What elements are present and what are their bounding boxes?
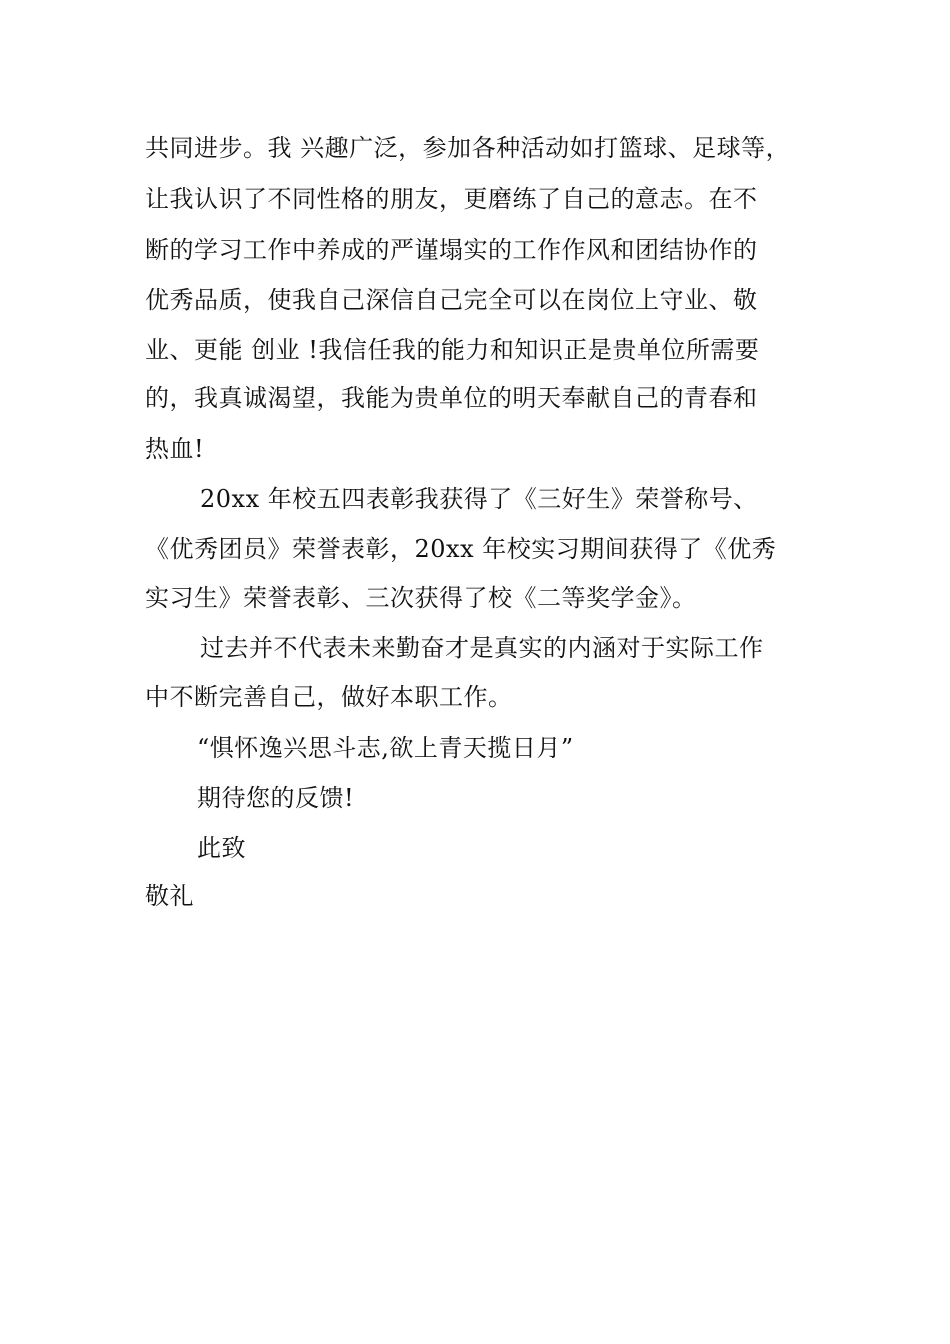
paragraph-2-line-2: 《优秀团员》荣誉表彰，20xx 年校实习期间获得了《优秀: [145, 535, 777, 563]
salutation-jing-li: 敬礼: [145, 882, 194, 910]
paragraph-1-line-3: 断的学习工作中养成的严谨塌实的工作作风和团结协作的: [145, 236, 758, 264]
paragraph-1-line-5: 业、更能 创业 !我信任我的能力和知识正是贵单位所需要: [145, 336, 760, 364]
paragraph-3-line-1: 过去并不代表未来勤奋才是真实的内涵对于实际工作: [200, 634, 764, 662]
paragraph-1-line-1: 共同进步。我 兴趣广泛，参加各种活动如打篮球、足球等，: [145, 134, 791, 162]
paragraph-1-line-2: 让我认识了不同性格的朋友，更磨练了自己的意志。在不: [145, 185, 758, 213]
paragraph-1-line-7: 热血!: [145, 435, 205, 463]
paragraph-2-line-1: 20xx 年校五四表彰我获得了《三好生》荣誉称号、: [200, 485, 758, 513]
paragraph-3-line-2: 中不断完善自己，做好本职工作。: [145, 683, 513, 711]
salutation-ci-zhi: 此致: [197, 834, 246, 862]
paragraph-1-line-6: 的，我真诚渴望，我能为贵单位的明天奉献自己的青春和: [145, 384, 758, 412]
quote-line: “惧怀逸兴思斗志,欲上青天揽日月”: [197, 734, 574, 762]
paragraph-1-line-4: 优秀品质，使我自己深信自己完全可以在岗位上守业、敬: [145, 286, 758, 314]
paragraph-2-line-3: 实习生》荣誉表彰、三次获得了校《二等奖学金》。: [145, 584, 697, 612]
closing-line: 期待您的反馈!: [197, 784, 355, 812]
